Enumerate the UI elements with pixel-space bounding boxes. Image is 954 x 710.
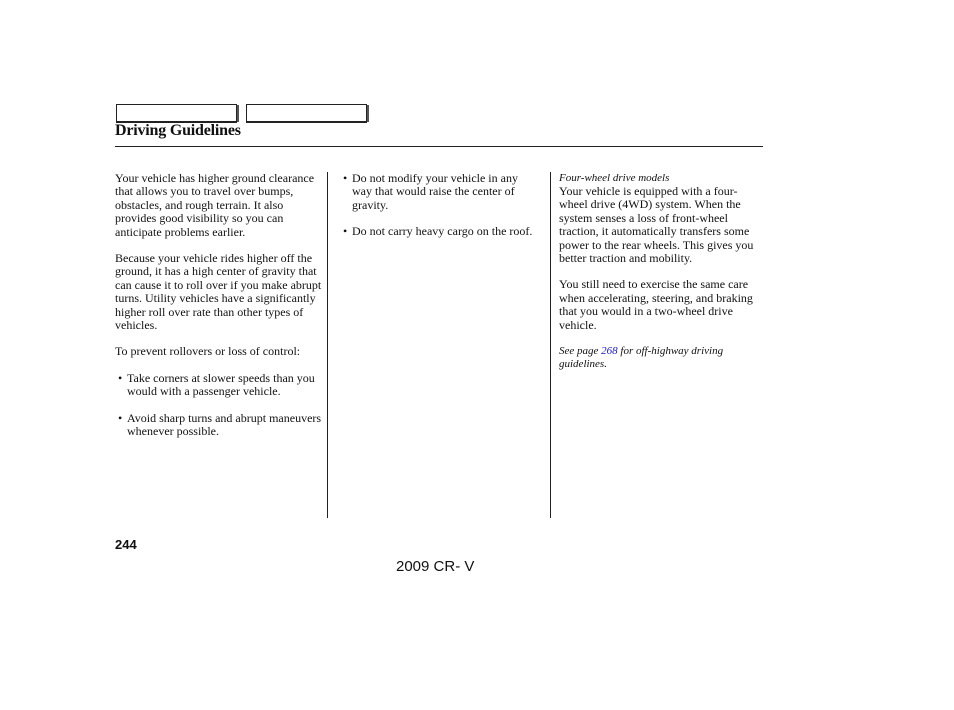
bullet-item: • Take corners at slower speeds than you would with a passenger vehicle. — [115, 372, 323, 399]
column-divider — [550, 172, 551, 518]
column-middle — [340, 172, 540, 252]
footer-model: 2009 CR- V — [396, 558, 475, 575]
paragraph: Your vehicle has higher ground clearance that allows you to travel over bumps, obstacles, and rough terrain. It also provides good visibility so you can anticipate problems earlier. — [115, 171, 315, 239]
nav-tab-main-menu[interactable] — [116, 104, 237, 123]
nav-tab-index[interactable] — [246, 104, 367, 123]
title-rule — [115, 146, 763, 147]
page-link[interactable]: 268 — [601, 345, 618, 358]
paragraph: To prevent rollovers or loss of control: — [115, 344, 301, 359]
bullet-item: • Do not modify your vehicle in any way that would raise the center of gravity. — [340, 172, 540, 212]
paragraph: Your vehicle is equipped with a four-wheel drive (4WD) system. When the system senses a loss of front-wheel traction, it automatically transfers some power to the rear wheels. This gives you better traction and mobility. — [559, 184, 754, 266]
cross-reference-suffix: for off-highway driving guidelines. — [559, 345, 724, 371]
column-divider — [327, 172, 328, 518]
paragraph: Because your vehicle rides higher off the ground, it has a high center of gravity that can cause it to roll over if you make abrupt turns. Utility vehicles have a significantly higher roll over rate than other types of vehicles. — [115, 251, 322, 333]
cross-reference-prefix: See page — [559, 345, 602, 358]
subheading: Four-wheel drive models — [559, 172, 670, 184]
bullet-item: • Avoid sharp turns and abrupt maneuvers whenever possible. — [115, 412, 323, 439]
paragraph: You still need to exercise the same care when accelerating, steering, and braking that you would in a two-wheel drive vehicle. — [559, 277, 753, 332]
bullet-item: • Do not carry heavy cargo on the roof. — [340, 225, 540, 238]
column-right — [559, 172, 765, 371]
cross-reference — [559, 345, 765, 371]
page-title: Driving Guidelines — [115, 122, 241, 139]
column-left — [115, 172, 323, 452]
page-number: 244 — [115, 537, 137, 552]
